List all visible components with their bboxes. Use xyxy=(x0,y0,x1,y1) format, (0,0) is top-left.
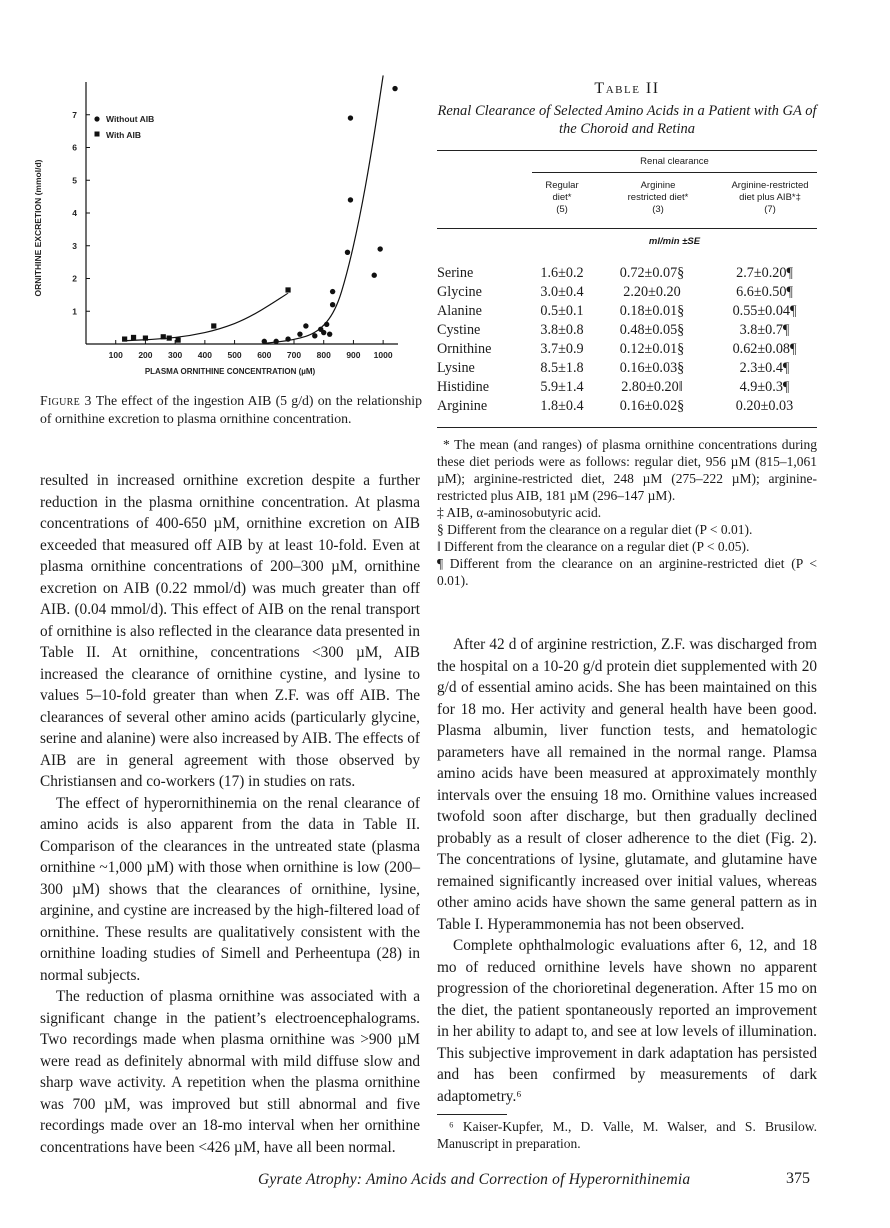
point-with-aib xyxy=(211,323,216,328)
footnote-rule xyxy=(437,1114,507,1115)
cell-arginine-restricted: 2.80±0.20‖ xyxy=(621,379,683,395)
cell-regular: 3.8±0.8 xyxy=(540,322,584,338)
x-tick-label: 900 xyxy=(346,350,361,360)
table-row xyxy=(437,321,817,340)
point-without-aib xyxy=(372,273,377,278)
table-title: Table II xyxy=(594,80,660,97)
x-tick-label: 100 xyxy=(108,350,123,360)
y-tick-label: 7 xyxy=(72,109,77,120)
left-paragraph-1: resulted in increased ornithine excretion despite a further reduction in the plasma ornithine concentration. At plasma concentrations of 400-650 µM, ornithine excretion on AIB exceeded that measured off AIB by at least 10-fold. Even at plasma ornithine concentrations of 200–300 µM, ornithine excretion on AIB (0.22 mmol/d) was much greater than off AIB. (0.04 mmol/d). This effect of AIB on the renal transport of ornithine is also reflected in the clearance data presented in Table II. At ornithine, concentrations <300 µM, AIB increased the clearance of ornithine cystine, and lysine to values 5–10-fold greater than when Z.F. was off AIB. The clearances of several other amino acids (particularly glycine, serine and alanine) were also increased by AIB. The effects of AIB are in general agreement with those observed by Christiansen and co-workers (17) in studies on rats. xyxy=(40,472,420,790)
point-without-aib xyxy=(348,115,353,120)
point-without-aib xyxy=(285,336,290,341)
point-without-aib xyxy=(321,330,326,335)
table-footnote-3: § Different from the clearance on a regular diet (P < 0.01). xyxy=(437,522,753,537)
legend-marker-square xyxy=(95,132,100,137)
y-tick-label: 1 xyxy=(72,306,77,317)
cell-regular: 8.5±1.8 xyxy=(540,360,584,376)
cell-arginine-restricted: 0.72±0.07§ xyxy=(619,265,685,281)
page-number: 375 xyxy=(786,1170,810,1187)
figure-caption-text: The effect of the ingestion AIB (5 g/d) on the relationship of ornithine excretion to plasma ornithine concentration. xyxy=(40,393,422,426)
table-group-header: Renal clearance xyxy=(640,156,709,167)
x-tick-label: 600 xyxy=(257,350,272,360)
point-without-aib xyxy=(327,331,332,336)
table-footnote-5: ¶ Different from the clearance on an arginine-restricted diet (P < 0.01). xyxy=(437,556,817,588)
right-paragraph-2: Complete ophthalmologic evaluations after 6, 12, and 18 mo of reduced ornithine levels have shown no apparent progression of the chorioretinal degeneration. After 15 mo on the diet, the patient spontaneously reported an improvement in her ability to adapt to, and see at low levels of illumination. This subjective improvement in dark adaptation has persisted and has been confirmed by measurements of dark adaptometry.⁶ xyxy=(437,937,817,1105)
chart-marks xyxy=(122,86,398,344)
x-tick-label: 1000 xyxy=(373,350,393,360)
y-tick-label: 4 xyxy=(72,208,77,218)
table-group-rule xyxy=(532,172,817,173)
fit-line-without-aib xyxy=(264,75,383,343)
y-tick-label: 3 xyxy=(72,240,77,251)
left-paragraph-2: The effect of hyperornithinemia on the renal clearance of amino acids is also apparent from the data in Table II. Comparison of the clearances in the untreated state (plasma ornithine ~1,000 µM) with those when ornithine is low (200–300 µM) shows that the clearances of ornithine, lysine, arginine, and cystine are increased by the high-filtered load of ornithine. These results are qualitatively consistent with the ornithine loading studies of Simell and Perheentupa (28) in normal subjects. xyxy=(40,794,420,984)
table-footnotes xyxy=(437,436,817,589)
right-paragraph-1: After 42 d of arginine restriction, Z.F. was discharged from the hospital on a 10-20 g/d protein diet supplemented with 20 g/d of essential amino acids. She has been maintained on this for 18 mo. Her activity and general health have been good. Plasma albumin, liver function tests, and hematologic parameters have all remained in the normal range. Plamsa amino acids have been measured at approximately monthly intervals over the ensuing 18 mo. Ornithine values increased twofold soon after discharge, but then gradually declined probably as a result of closer adherence to the diet (Fig. 2). The concentrations of lysine, glutamate, and glutamine have remained significantly increased over initial values, whereas other amino acids have shown the same general pattern as in Table I. Hyperammonemia has not been observed. xyxy=(437,636,817,933)
cell-regular: 0.5±0.1 xyxy=(540,303,584,319)
x-tick-label: 800 xyxy=(316,350,331,360)
table-footnote-2: ‡ AIB, α-aminosobutyric acid. xyxy=(437,505,602,520)
point-without-aib xyxy=(312,333,317,338)
x-tick-label: 500 xyxy=(227,350,242,360)
point-without-aib xyxy=(348,197,353,202)
row-label: Serine xyxy=(437,265,474,281)
row-label: Histidine xyxy=(437,379,490,395)
row-label: Alanine xyxy=(437,303,482,319)
cell-regular: 1.8±0.4 xyxy=(540,398,584,414)
y-tick-label: 6 xyxy=(72,142,77,153)
right-column xyxy=(437,634,817,1107)
x-tick-label: 300 xyxy=(168,350,183,360)
point-without-aib xyxy=(297,331,302,336)
cell-arginine-restricted: 0.16±0.02§ xyxy=(619,398,685,414)
table-row xyxy=(437,340,817,359)
table-units: ml/min ±SE xyxy=(648,236,701,247)
left-paragraph-3: The reduction of plasma ornithine was associated with a significant change in the patient’s electroencephalograms. Two recordings made when plasma ornithine was >900 µM were read as definitely abnormal with mild diffuse slow and sharp wave activity. A repetition when the plasma ornithine was 700 µM, was improved but still abnormal and five recordings made over an 18-mo interval when her ornithine concentrations have been <426 µM, have all been normal. xyxy=(40,988,420,1156)
table-row xyxy=(437,302,817,321)
point-with-aib xyxy=(161,334,166,339)
point-without-aib xyxy=(324,322,329,327)
figure-3-chart xyxy=(30,60,430,380)
y-tick-label: 5 xyxy=(72,175,77,186)
table-top-rule xyxy=(437,150,817,151)
x-axis-label: PLASMA ORNITHINE CONCENTRATION (µM) xyxy=(144,367,316,376)
figure-caption xyxy=(40,392,422,427)
cell-arginine-restricted: 0.16±0.03§ xyxy=(619,360,685,376)
point-with-aib xyxy=(131,335,136,340)
cell-arginine-restricted: 2.20±0.20 xyxy=(623,284,681,300)
point-without-aib xyxy=(345,250,350,255)
running-title: Gyrate Atrophy: Amino Acids and Correction of Hyperornithinemia xyxy=(258,1171,691,1188)
row-label: Arginine xyxy=(437,398,488,414)
cell-regular: 3.0±0.4 xyxy=(540,284,584,300)
legend-label-without-aib: Without AIB xyxy=(106,114,155,124)
point-without-aib xyxy=(262,339,267,344)
legend-label-with-aib: With AIB xyxy=(106,130,142,140)
column-header-regular: Regular diet* (5) xyxy=(545,180,579,215)
table-header-rule xyxy=(437,228,817,229)
row-label: Glycine xyxy=(437,284,482,300)
cell-arginine-restricted-aib: 0.62±0.08¶ xyxy=(732,341,797,357)
cell-arginine-restricted-aib: 0.20±0.03 xyxy=(735,398,794,414)
table-row xyxy=(437,378,817,397)
cell-arginine-restricted: 0.18±0.01§ xyxy=(619,303,685,319)
point-without-aib xyxy=(377,246,382,251)
cell-arginine-restricted-aib: 0.55±0.04¶ xyxy=(732,303,797,319)
table-bottom-rule xyxy=(437,427,817,428)
table-row xyxy=(437,264,817,283)
point-without-aib xyxy=(273,339,278,344)
row-label: Lysine xyxy=(437,360,475,376)
x-tick-label: 700 xyxy=(286,350,302,360)
point-without-aib xyxy=(303,323,308,328)
cell-regular: 1.6±0.2 xyxy=(540,265,584,281)
y-axis-label: ORNITHINE EXCRETION (mmol/d) xyxy=(33,159,43,297)
table-footnote-1: * The mean (and ranges) of plasma ornithine concentrations during these diet periods were as follows: regular diet, 956 µM (815–1,061 µM); arginine-restricted diet, 248 µM (275–222 µM); arginine-restricted plus AIB, 181 µM (296–147 µM). xyxy=(437,437,817,503)
cell-arginine-restricted-aib: 2.7±0.20¶ xyxy=(736,265,793,281)
cell-regular: 5.9±1.4 xyxy=(540,379,584,395)
column-header-arginine-restricted-aib: Arginine-restricted diet plus AIB*‡ (7) xyxy=(731,180,809,215)
column-header-arginine-restricted: Arginine restricted diet* (3) xyxy=(627,180,689,215)
figure-caption-lead: Figure 3 xyxy=(40,393,92,408)
table-row xyxy=(437,359,817,378)
row-label: Ornithine xyxy=(437,341,492,357)
table-footnote-4: ‖ Different from the clearance on a regular diet (P < 0.05). xyxy=(437,539,750,554)
cell-arginine-restricted-aib: 2.3±0.4¶ xyxy=(739,360,790,376)
point-with-aib xyxy=(143,336,148,341)
table-row xyxy=(437,283,817,302)
chart-svg xyxy=(30,60,430,380)
point-without-aib xyxy=(392,86,397,91)
point-with-aib xyxy=(167,336,172,341)
cell-arginine-restricted-aib: 6.6±0.50¶ xyxy=(736,284,793,300)
table-row xyxy=(437,397,817,416)
cell-arginine-restricted-aib: 3.8±0.7¶ xyxy=(739,322,790,338)
row-label: Cystine xyxy=(437,322,481,338)
point-with-aib xyxy=(285,287,290,292)
clearance-table-body xyxy=(437,264,817,416)
left-column xyxy=(40,470,420,1158)
table-subtitle: Renal Clearance of Selected Amino Acids in a Patient with GA of the Choroid and Retina xyxy=(437,103,817,137)
x-tick-label: 400 xyxy=(197,350,212,360)
fit-line-with-aib xyxy=(125,293,288,340)
y-tick-label: 2 xyxy=(72,273,77,284)
chart-legend xyxy=(94,114,154,140)
point-with-aib xyxy=(176,337,181,342)
x-tick-label: 200 xyxy=(138,350,153,360)
chart-fit-lines xyxy=(125,75,384,343)
legend-marker-circle xyxy=(94,116,99,121)
cell-regular: 3.7±0.9 xyxy=(540,341,584,357)
point-with-aib xyxy=(122,336,127,341)
point-without-aib xyxy=(330,289,335,294)
cell-arginine-restricted-aib: 4.9±0.3¶ xyxy=(739,379,790,395)
table-ii xyxy=(437,80,817,138)
cell-arginine-restricted: 0.12±0.01§ xyxy=(619,341,685,357)
point-without-aib xyxy=(330,302,335,307)
cell-arginine-restricted: 0.48±0.05§ xyxy=(619,322,685,338)
clearance-table xyxy=(437,264,817,416)
page-footnote: ⁶ Kaiser-Kupfer, M., D. Valle, M. Walser, and S. Brusilow. Manuscript in preparation. xyxy=(437,1119,817,1151)
